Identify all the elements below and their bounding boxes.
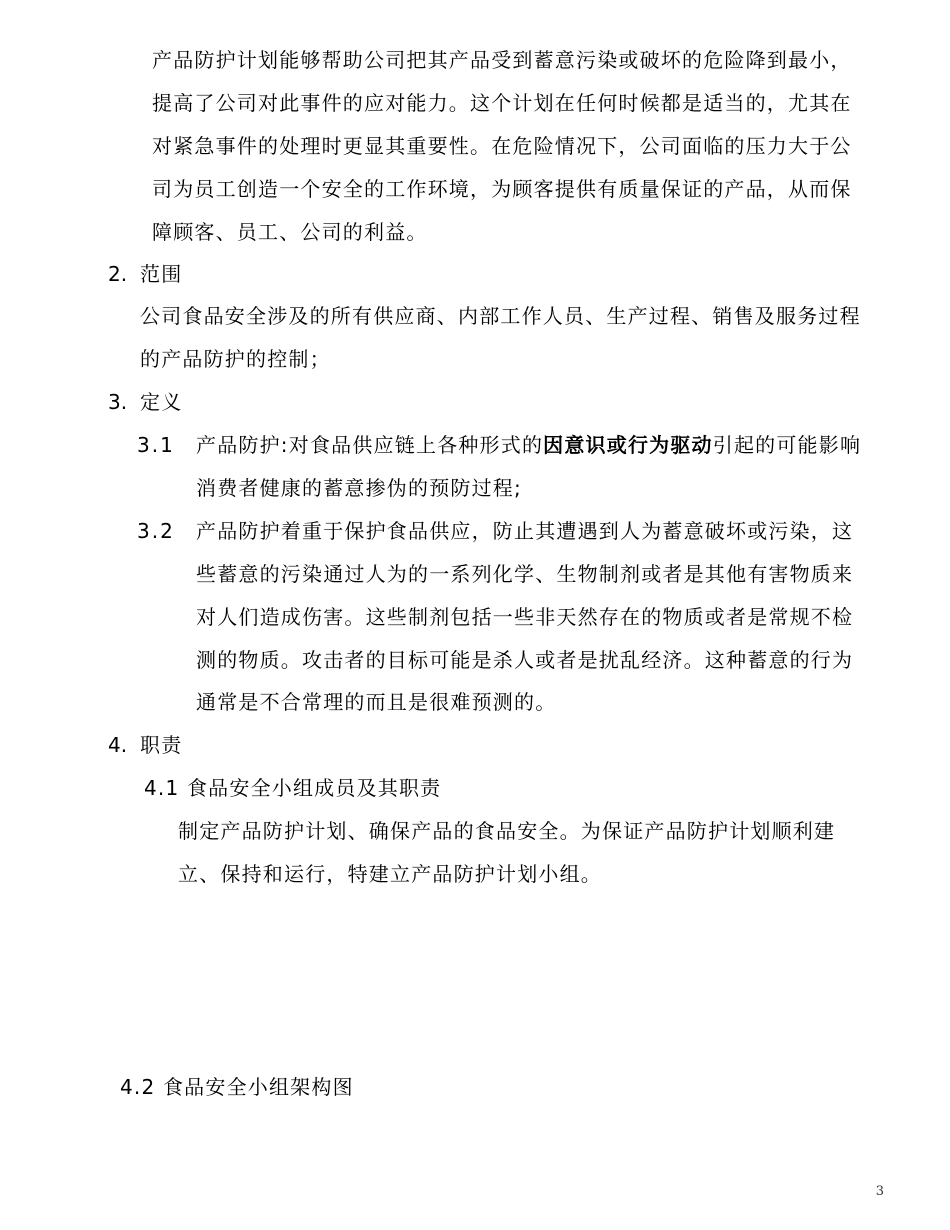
- definition-3-1-text-after: 引起的可能影响: [712, 433, 862, 457]
- intro-line-4: 司为员工创造一个安全的工作环境，为顾客提供有质量保证的产品，从而保: [152, 177, 852, 201]
- intro-line-3: 对紧急事件的处理时更显其重要性。在危险情况下，公司面临的压力大于公: [152, 134, 852, 158]
- section-3-title: 定义: [140, 390, 183, 414]
- section-4-title: 职责: [140, 733, 183, 757]
- definition-3-1-text-before: 产品防护:对食品供应链上各种形式的: [196, 433, 544, 457]
- definition-3-1-bold-text: 因意识或行为驱动: [543, 433, 713, 457]
- intro-line-1: 产品防护计划能够帮助公司把其产品受到蓄意污染或破坏的危险降到最小，: [152, 48, 852, 72]
- section-2-title: 范围: [140, 262, 183, 286]
- section-4-number: 4.: [108, 733, 128, 757]
- subsection-4-1-line-1: 制定产品防护计划、确保产品的食品安全。为保证产品防护计划顺利建: [178, 819, 836, 843]
- section-3-number: 3.: [108, 390, 128, 414]
- definition-3-2-line-1: 产品防护着重于保护食品供应，防止其遭遇到人为蓄意破坏或污染，这: [196, 519, 854, 543]
- subsection-4-1-line-2: 立、保持和运行，特建立产品防护计划小组。: [178, 862, 602, 886]
- section-2-line-1: 公司食品安全涉及的所有供应商、内部工作人员、生产过程、销售及服务过程: [140, 304, 861, 328]
- definition-3-2-line-4: 测的物质。攻击者的目标可能是杀人或者是扰乱经济。这种蓄意的行为: [196, 648, 854, 672]
- definition-3-1-line-1: [196, 431, 861, 459]
- intro-line-2: 提高了公司对此事件的应对能力。这个计划在任何时候都是适当的，尤其在: [152, 91, 852, 115]
- intro-line-5: 障顾客、员工、公司的利益。: [152, 220, 428, 244]
- section-2-number: 2.: [108, 262, 128, 286]
- definition-3-2-line-2: 些蓄意的污染通过人为的一系列化学、生物制剂或者是其他有害物质来: [196, 562, 854, 586]
- definition-3-2-line-3: 对人们造成伤害。这些制剂包括一些非天然存在的物质或者是常规不检: [196, 605, 854, 629]
- definition-3-2-line-5: 通常是不合常理的而且是很难预测的。: [196, 690, 557, 714]
- definition-3-2-number: 3.2: [137, 519, 175, 543]
- definition-3-1-line-2: 消费者健康的蓄意掺伪的预防过程;: [196, 476, 522, 500]
- page-number: 3: [875, 1184, 884, 1199]
- section-2-line-2: 的产品防护的控制；: [140, 347, 331, 371]
- subsection-4-1-heading: 4.1 食品安全小组成员及其职责: [144, 776, 442, 800]
- subsection-4-2-heading: 4.2 食品安全小组架构图: [120, 1075, 354, 1099]
- definition-3-1-number: 3.1: [137, 433, 175, 457]
